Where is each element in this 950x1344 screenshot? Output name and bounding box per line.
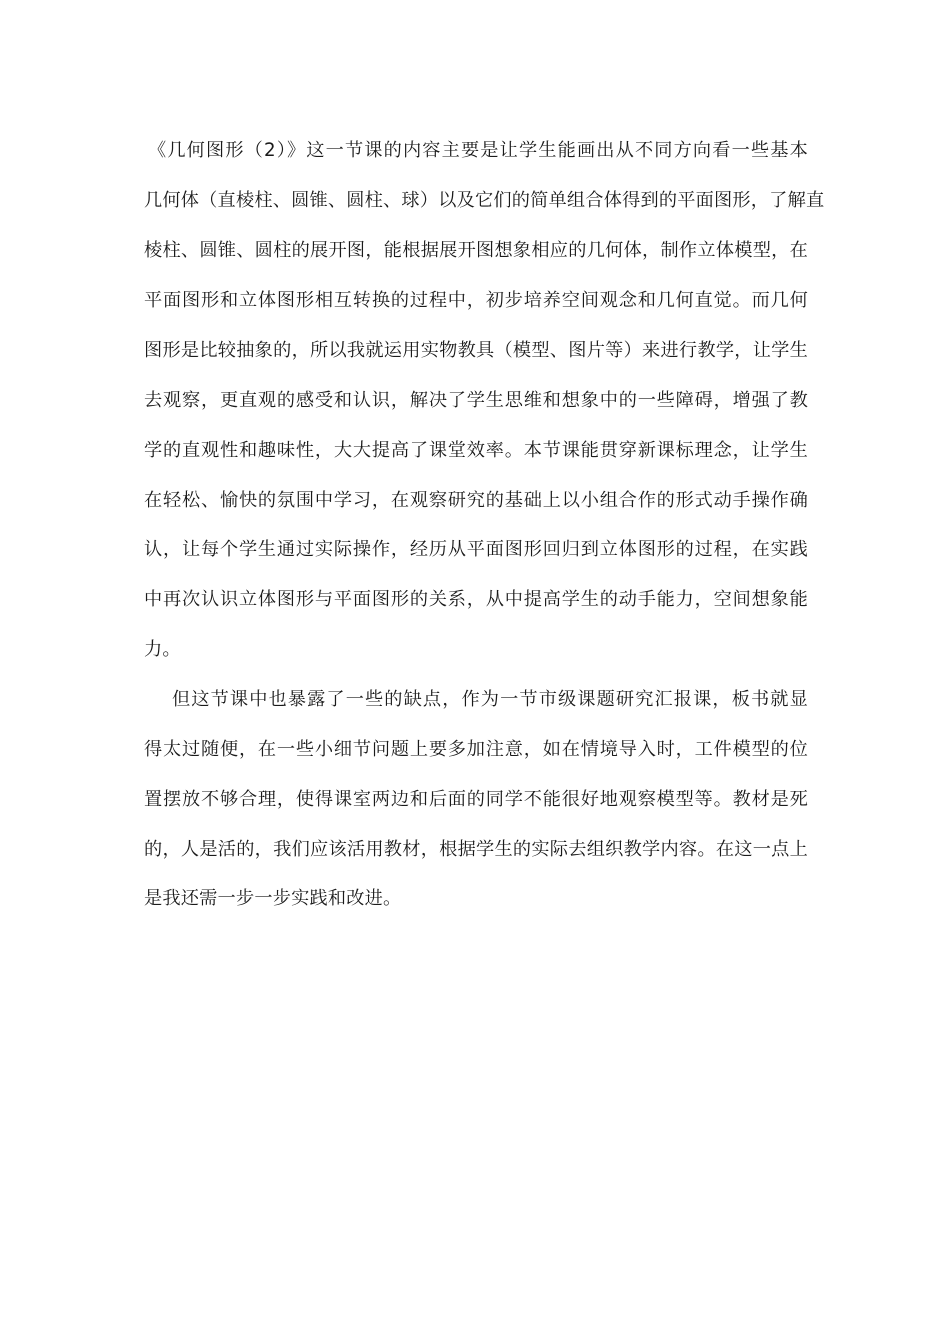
text-line: 几何体（直棱柱、圆锥、圆柱、球）以及它们的简单组合体得到的平面图形，了解直 — [144, 190, 825, 211]
text-line: 去观察，更直观的感受和认识，解决了学生思维和想象中的一些障碍，增强了教 — [144, 390, 808, 411]
text-line: 置摆放不够合理，使得课室两边和后面的同学不能很好地观察模型等。教材是死 — [144, 789, 808, 810]
text-line: 认，让每个学生通过实际操作，经历从平面图形回归到立体图形的过程，在实践 — [144, 539, 808, 560]
text-line: 《几何图形（2）》这一节课的内容主要是让学生能画出从不同方向看一些基本 — [148, 140, 808, 161]
text-line: 得太过随便，在一些小细节问题上要多加注意，如在情境导入时，工件模型的位 — [144, 739, 808, 760]
text-line: 中再次认识立体图形与平面图形的关系，从中提高学生的动手能力，空间想象能 — [144, 589, 808, 610]
text-line: 的，人是活的，我们应该活用教材，根据学生的实际去组织教学内容。在这一点上 — [144, 839, 808, 860]
text-line: 图形是比较抽象的，所以我就运用实物教具（模型、图片等）来进行教学，让学生 — [144, 340, 808, 361]
text-line: 在轻松、愉快的氛围中学习，在观察研究的基础上以小组合作的形式动手操作确 — [144, 490, 808, 511]
text-line: 棱柱、圆锥、圆柱的展开图，能根据展开图想象相应的几何体，制作立体模型，在 — [144, 240, 808, 261]
text-line: 力。 — [144, 639, 181, 660]
text-line: 是我还需一步一步实践和改进。 — [144, 888, 402, 909]
text-line: 学的直观性和趣味性，大大提高了课堂效率。本节课能贯穿新课标理念，让学生 — [144, 440, 808, 461]
text-line: 平面图形和立体图形相互转换的过程中，初步培养空间观念和几何直觉。而几何 — [144, 290, 808, 311]
text-line: 但这节课中也暴露了一些的缺点，作为一节市级课题研究汇报课，板书就显 — [172, 689, 808, 710]
